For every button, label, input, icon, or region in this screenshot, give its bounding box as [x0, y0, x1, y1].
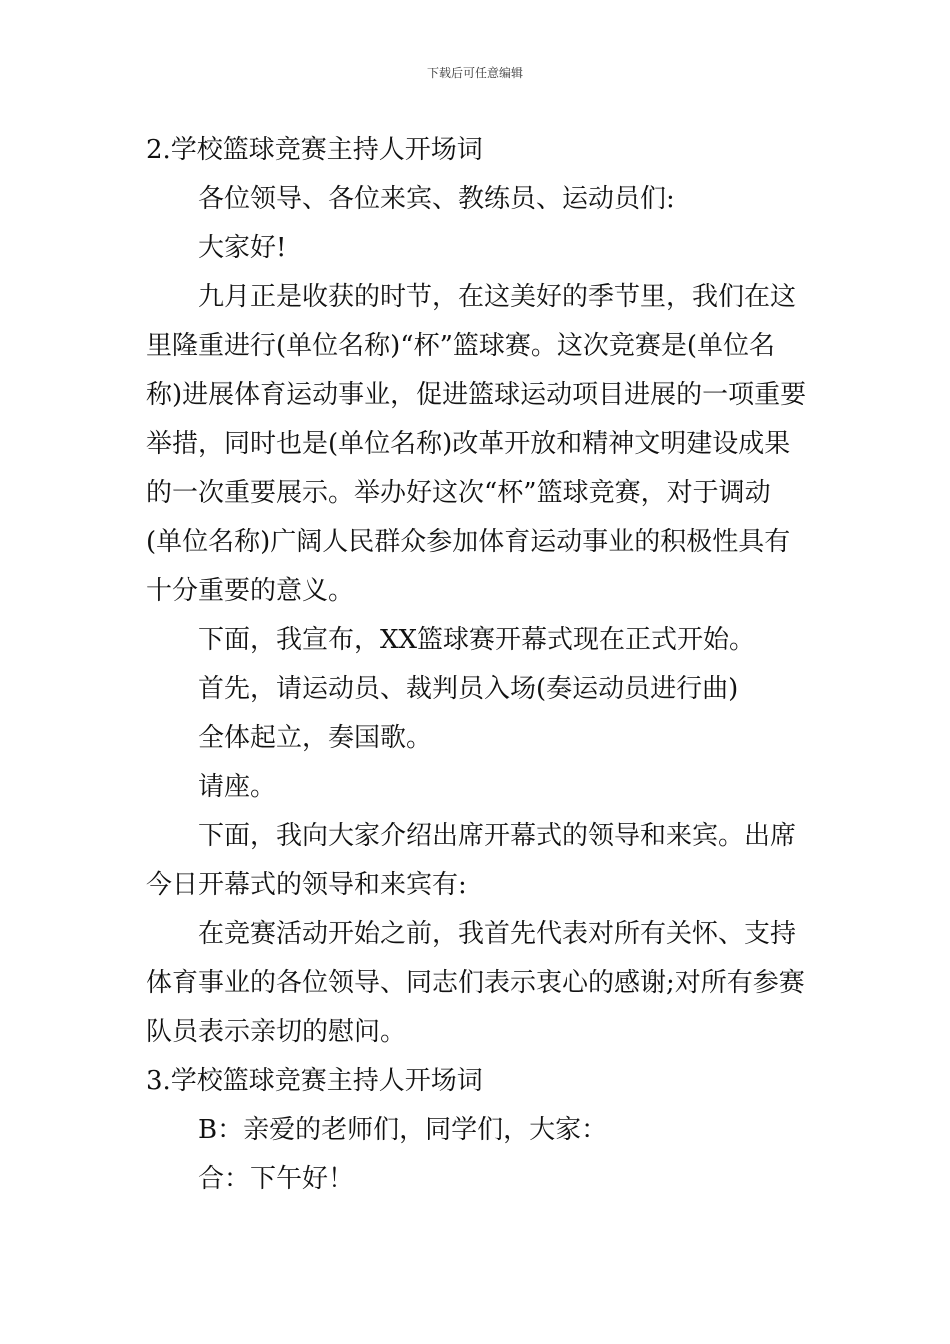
text-line: 的一次重要展示。举办好这次“杯”篮球竞赛，对于调动 [146, 478, 771, 508]
text-line: 2.学校篮球竞赛主持人开场词 [146, 135, 483, 165]
text-line: 请座。 [198, 772, 277, 802]
text-line: 今日开幕式的领导和来宾有: [146, 870, 467, 900]
text-line: 全体起立，奏国歌。 [198, 723, 433, 753]
document-body [146, 126, 816, 1204]
section-heading [146, 126, 816, 175]
text-line: 下面，我宣布，XX篮球赛开幕式现在正式开始。 [198, 625, 756, 655]
paragraph [146, 812, 816, 910]
text-line: 里隆重进行(单位名称)“杯”篮球赛。这次竞赛是(单位名 [146, 331, 776, 361]
paragraph [146, 175, 816, 224]
text-line: 合：下午好！ [198, 1164, 355, 1194]
text-line: 在竞赛活动开始之前，我首先代表对所有关怀、支持 [198, 919, 797, 949]
text-line: B：亲爱的老师们，同学们，大家： [198, 1115, 608, 1145]
paragraph [146, 714, 816, 763]
paragraph [146, 1106, 816, 1155]
paragraph [146, 224, 816, 273]
text-line: 大家好! [198, 233, 287, 263]
text-line: 体育事业的各位领导、同志们表示衷心的感谢;对所有参赛 [146, 968, 805, 998]
text-line: 九月正是收获的时节，在这美好的季节里，我们在这 [198, 282, 797, 312]
text-line: 下面，我向大家介绍出席开幕式的领导和来宾。出席 [198, 821, 797, 851]
text-line: 十分重要的意义。 [146, 576, 355, 606]
text-line: 称)进展体育运动事业，促进篮球运动项目进展的一项重要 [146, 380, 807, 410]
text-line: 队员表示亲切的慰问。 [146, 1017, 407, 1047]
paragraph [146, 1155, 816, 1204]
text-line: 首先，请运动员、裁判员入场(奏运动员进行曲) [198, 674, 739, 704]
paragraph [146, 273, 816, 616]
paragraph [146, 665, 816, 714]
page-header: 下载后可任意编辑 [426, 66, 523, 80]
text-line: 举措，同时也是(单位名称)改革开放和精神文明建设成果 [146, 429, 791, 459]
paragraph [146, 616, 816, 665]
section-heading [146, 1057, 816, 1106]
text-line: 各位领导、各位来宾、教练员、运动员们: [198, 184, 675, 214]
text-line: 3.学校篮球竞赛主持人开场词 [146, 1066, 483, 1096]
paragraph [146, 910, 816, 1057]
paragraph [146, 763, 816, 812]
text-line: (单位名称)广阔人民群众参加体育运动事业的积极性具有 [146, 527, 791, 557]
